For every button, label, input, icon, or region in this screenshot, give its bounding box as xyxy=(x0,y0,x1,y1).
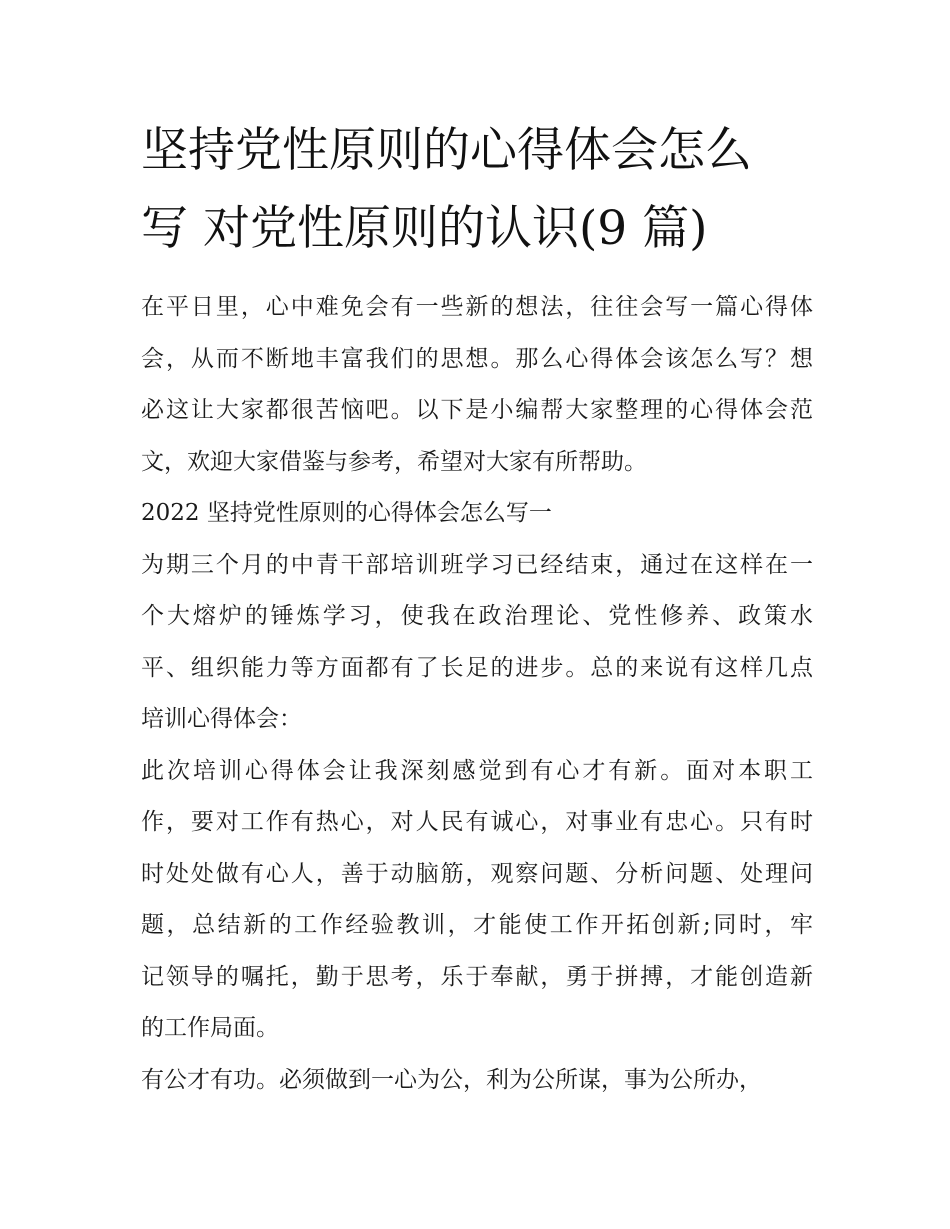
section-heading xyxy=(141,488,813,540)
text-line: 为期三个月的中青干部培训班学习已经结束，通过在这样在一 xyxy=(141,551,813,578)
body-paragraph xyxy=(141,746,813,1055)
document-content xyxy=(141,112,813,1106)
text-line: 作，要对工作有热心，对人民有诚心，对事业有忠心。只有时 xyxy=(141,809,813,835)
text-line: 培训心得体会： xyxy=(141,706,302,732)
text-line: 会，从而不断地丰富我们的思想。那么心得体会该怎么写？想 xyxy=(141,345,813,372)
body-paragraph xyxy=(141,540,813,746)
body-paragraph xyxy=(141,1055,813,1107)
intro-paragraph xyxy=(141,282,813,488)
title-line: 坚持党性原则的心得体会怎么 xyxy=(141,123,752,178)
text-line: 个大熔炉的锤炼学习，使我在政治理论、党性修养、政策水 xyxy=(141,603,813,629)
document-title xyxy=(141,112,813,268)
text-line: 此次培训心得体会让我深刻感觉到有心才有新。面对本职工 xyxy=(141,757,813,784)
text-line: 题，总结新的工作经验教训，才能使工作开拓创新;同时，牢 xyxy=(141,912,813,938)
text-line: 必这让大家都很苦恼吧。以下是小编帮大家整理的心得体会范 xyxy=(141,397,813,423)
text-line: 时处处做有心人，善于动脑筋，观察问题、分析问题、处理问 xyxy=(141,860,813,887)
text-line: 记领导的嘱托，勤于思考，乐于奉献，勇于拼搏，才能创造新 xyxy=(141,963,813,990)
title-line: 写 对党性原则的认识(9 篇) xyxy=(141,201,708,256)
text-line: 2022 坚持党性原则的心得体会怎么写一 xyxy=(141,500,552,526)
text-line: 平、组织能力等方面都有了长足的进步。总的来说有这样几点 xyxy=(141,654,813,681)
text-line: 在平日里，心中难免会有一些新的想法，往往会写一篇心得体 xyxy=(141,294,813,320)
text-line: 文，欢迎大家借鉴与参考，希望对大家有所帮助。 xyxy=(141,448,647,475)
text-line: 的工作局面。 xyxy=(141,1015,279,1041)
text-line: 有公才有功。必须做到一心为公，利为公所谋，事为公所办， xyxy=(141,1066,762,1093)
document-body xyxy=(141,282,813,1106)
